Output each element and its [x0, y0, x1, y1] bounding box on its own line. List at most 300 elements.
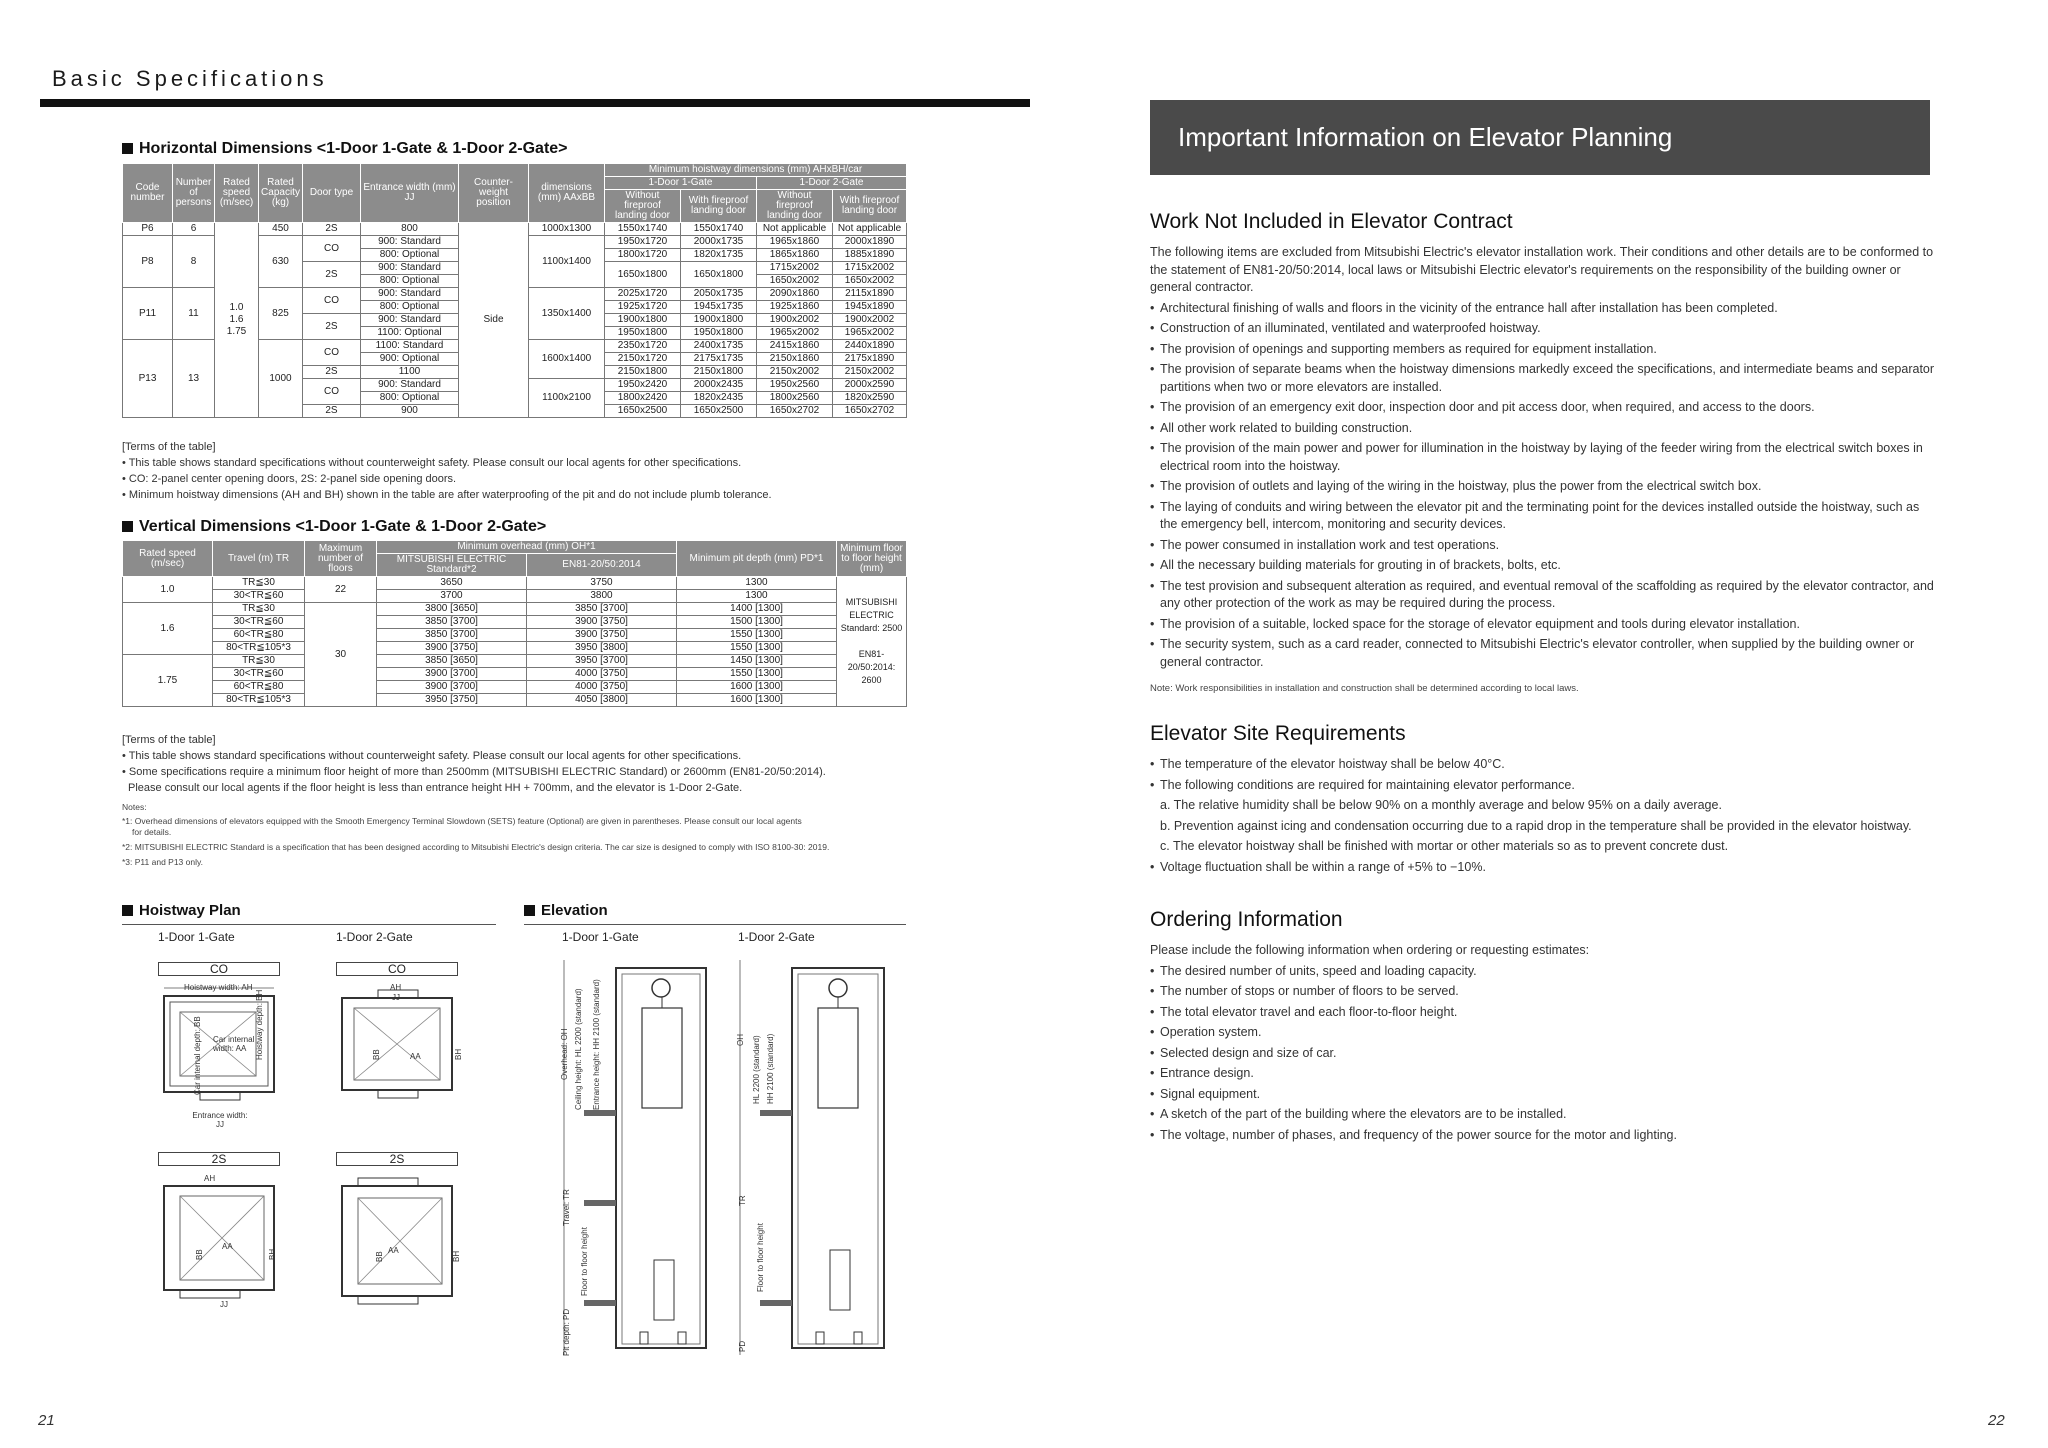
cell: 1945x1890 [833, 301, 907, 314]
header-rule [40, 99, 1030, 107]
th-entrance: Entrance width (mm) JJ [361, 164, 459, 223]
list-item: • All the necessary building materials for grouting in of brackets, bolts, etc. [1150, 557, 1940, 575]
cell: 900: Standard [361, 236, 459, 249]
cell: 2400x1735 [681, 340, 757, 353]
cell: 1350x1400 [529, 288, 605, 340]
cell: 630 [259, 236, 303, 288]
cell: 1925x1860 [757, 301, 833, 314]
plan-label-entrance: Entrance width: JJ [192, 1111, 248, 1129]
cell: TR≦30 [213, 577, 305, 590]
cell: 80<TR≦105*3 [213, 642, 305, 655]
square-bullet-icon [524, 905, 535, 916]
elev-label-f2f2: Floor to floor height [756, 1223, 765, 1292]
note-item: *3: P11 and P13 only. [122, 857, 203, 867]
table-row [123, 629, 907, 642]
list-item: • Voltage fluctuation shall be within a range of +5% to −10%. [1150, 859, 1940, 877]
elev-label-pd: PD [738, 1340, 747, 1352]
table-row [123, 655, 907, 668]
cell: 1400 [1300] [677, 603, 837, 616]
plan-label-ah: AH [390, 983, 402, 992]
th-with: With fireproof landing door [833, 190, 907, 223]
elevation-title [524, 902, 608, 919]
cell-f2f: MITSUBISHI ELECTRIC Standard: 2500 EN81-20/50:2014: 2600 [837, 577, 907, 707]
cell: 22 [305, 577, 377, 603]
cell: 1885x1890 [833, 249, 907, 262]
cell: 13 [173, 340, 215, 418]
horizontal-title-text: Horizontal Dimensions <1-Door 1-Gate & 1-Door 2-Gate> [139, 140, 568, 157]
list-item: • The provision of outlets and laying of the wiring in the hoistway, plus the power from the electrical switch box. [1150, 478, 1940, 496]
cell: 1950x1800 [681, 327, 757, 340]
th-speed: Rated speed (m/sec) [215, 164, 259, 223]
cell: 3900 [3750] [377, 642, 527, 655]
list-item: • The power consumed in installation work and test operations. [1150, 537, 1940, 555]
plan-label-hw: Hoistway width: AH [184, 983, 253, 992]
table-row [123, 603, 907, 616]
work-title: Work Not Included in Elevator Contract [1150, 210, 1513, 233]
plan-co-2gate-diagram [328, 980, 468, 1130]
note-item: for details. [132, 827, 172, 837]
cell: 1965x2002 [833, 327, 907, 340]
cell: 1650x2002 [833, 275, 907, 288]
cell: 1820x2435 [681, 392, 757, 405]
cell: 4000 [3750] [527, 668, 677, 681]
list-item: • Operation system. [1150, 1024, 1940, 1042]
cell: 1965x2002 [757, 327, 833, 340]
table-row [123, 223, 907, 236]
cell: 3950 [3750] [377, 694, 527, 707]
list-item: • Signal equipment. [1150, 1086, 1940, 1104]
notes-title: Notes: [122, 802, 147, 812]
page-number-left: 21 [38, 1412, 55, 1429]
table-row [123, 590, 907, 603]
cell: 1950x2420 [605, 379, 681, 392]
cell: 450 [259, 223, 303, 236]
list-item: • The test provision and subsequent alteration as required, and eventual removal of the scaffolding as required by the elevator contractor, and any other protection of the work as may be required during the process. [1150, 578, 1940, 613]
cell: 60<TR≦80 [213, 681, 305, 694]
cell: 800 [361, 223, 459, 236]
cell: 1865x1860 [757, 249, 833, 262]
note-item: *1: Overhead dimensions of elevators equipped with the Smooth Emergency Terminal Slowdown (SETS) feature (Optional) are given in parentheses. Please consult our local agents [122, 816, 802, 826]
cell: 3850 [3700] [377, 629, 527, 642]
cell: 1950x2560 [757, 379, 833, 392]
2s-tag: 2S [158, 1152, 280, 1166]
cell: 1100: Optional [361, 327, 459, 340]
elev-label-travel: Travel: TR [562, 1189, 571, 1226]
vertical-dimensions-title [122, 518, 546, 536]
horizontal-terms [122, 439, 922, 503]
square-bullet-icon [122, 905, 133, 916]
cell: 2050x1735 [681, 288, 757, 301]
table-row [123, 681, 907, 694]
th-en: EN81-20/50:2014 [527, 554, 677, 577]
cell: 3750 [527, 577, 677, 590]
site-sub-item: a. The relative humidity shall be below 90% on a monthly average and below 95% on a daily average. [1160, 798, 1722, 812]
list-item: • The desired number of units, speed and loading capacity. [1150, 963, 1940, 981]
cell: 1650x2500 [681, 405, 757, 418]
square-bullet-icon [122, 521, 133, 532]
cell: 3950 [3800] [527, 642, 677, 655]
cell: 3850 [3700] [377, 616, 527, 629]
vertical-notes [122, 802, 942, 868]
cell: 1550 [1300] [677, 629, 837, 642]
table-row [123, 668, 907, 681]
cell: 3650 [377, 577, 527, 590]
cell: TR≦30 [213, 603, 305, 616]
cell: 1650x1800 [605, 262, 681, 288]
terms-title: [Terms of the table] [122, 441, 216, 453]
th-travel: Travel (m) TR [213, 541, 305, 577]
plan-label-bb: BB [195, 1249, 204, 1260]
cell: 80<TR≦105*3 [213, 694, 305, 707]
elevation-col1-label: 1-Door 1-Gate [562, 930, 639, 944]
cell: 2000x2590 [833, 379, 907, 392]
cell: 6 [173, 223, 215, 236]
site-sub-item: b. Prevention against icing and condensation occurring due to a rapid drop in the temperature shall be provided in the elevator hoistway. [1160, 818, 1912, 833]
cell: 1100x2100 [529, 379, 605, 418]
cell: 900: Optional [361, 353, 459, 366]
plan-label-bh: BH [454, 1048, 463, 1060]
cell: 800: Optional [361, 301, 459, 314]
list-item: • The provision of openings and supporting members as required for equipment installation. [1150, 341, 1940, 359]
cell: P6 [123, 223, 173, 236]
list-item: • The following conditions are required for maintaining elevator performance. [1150, 777, 1940, 795]
cell: 1500 [1300] [677, 616, 837, 629]
cell: 1000x1300 [529, 223, 605, 236]
work-note: Note: Work responsibilities in installation and construction shall be determined according to local laws. [1150, 683, 1579, 694]
list-item: • The number of stops or number of floors to be served. [1150, 983, 1940, 1001]
cell: 1800x2420 [605, 392, 681, 405]
hoistway-plan-rule [122, 924, 496, 925]
cell: 2000x2435 [681, 379, 757, 392]
list-item: • The provision of separate beams when the hoistway dimensions markedly exceed the specifications, and intermediate beams and separator partitions when two or more elevators are installed. [1150, 361, 1940, 396]
plan-label-cd: Car internal depth: BB [193, 1016, 202, 1095]
cell: 2S [303, 366, 361, 379]
cell: CO [303, 340, 361, 366]
cell: 3700 [377, 590, 527, 603]
cell-cw: Side [459, 223, 529, 418]
banner-title: Important Information on Elevator Planning [1178, 122, 1673, 152]
table-row [123, 616, 907, 629]
cell: 800: Optional [361, 392, 459, 405]
plan-label-bb: BB [375, 1251, 384, 1262]
work-intro: The following items are excluded from Mitsubishi Electric's elevator installation work. Their conditions and other details are to be conformed to the statement of EN81-20/50:2014, local laws or Mitsubishi Electric elevator's requirements on the responsibility of the building owner or general contractor. [1150, 245, 1934, 294]
th-pit: Minimum pit depth (mm) PD*1 [677, 541, 837, 577]
list-item: • The security system, such as a card reader, connected to Mitsubishi Electric's elevator controller, when supplied by the building owner or general contractor. [1150, 636, 1940, 671]
cell: Not applicable [833, 223, 907, 236]
cell: 1650x2702 [833, 405, 907, 418]
cell: 1650x2500 [605, 405, 681, 418]
cell: 3850 [3700] [527, 603, 677, 616]
cell: 1600x1400 [529, 340, 605, 379]
cell: 2150x1800 [681, 366, 757, 379]
cell: 1600 [1300] [677, 694, 837, 707]
list-item: • Construction of an illuminated, ventilated and waterproofed hoistway. [1150, 320, 1940, 338]
th-gate2: 1-Door 2-Gate [757, 177, 907, 190]
th-without: Without fireproof landing door [605, 190, 681, 223]
list-item: • The provision of the main power and power for illumination in the hoistway by laying of the feeder wiring from the electrical switch boxes in electrical room into the hoistway. [1150, 440, 1940, 475]
cell: 30<TR≦60 [213, 668, 305, 681]
ordering-intro: Please include the following information when ordering or requesting estimates: [1150, 943, 1590, 957]
2s-tag: 2S [336, 1152, 458, 1166]
cell: 1950x1800 [605, 327, 681, 340]
co-tag: CO [158, 962, 280, 976]
cell: 1900x1800 [605, 314, 681, 327]
th-door: Door type [303, 164, 361, 223]
site-section [1150, 722, 1940, 879]
elevation-2gate-diagram [734, 960, 894, 1360]
cell: 3950 [3700] [527, 655, 677, 668]
cell: 30<TR≦60 [213, 590, 305, 603]
th-std: MITSUBISHI ELECTRIC Standard*2 [377, 554, 527, 577]
cell: 3850 [3650] [377, 655, 527, 668]
cell: Not applicable [757, 223, 833, 236]
cell: 900: Standard [361, 379, 459, 392]
cell: 1300 [677, 590, 837, 603]
cell: 3900 [3750] [527, 629, 677, 642]
cell: 2150x1800 [605, 366, 681, 379]
cell: 4050 [3800] [527, 694, 677, 707]
list-item: • Selected design and size of car. [1150, 1045, 1940, 1063]
cell: 2S [303, 223, 361, 236]
cell: 1450 [1300] [677, 655, 837, 668]
cell: 1650x1800 [681, 262, 757, 288]
table-row [123, 577, 907, 590]
site-sub-item: c. The elevator hoistway shall be finished with mortar or other materials so as to prevent concrete dust. [1160, 839, 1729, 853]
cell: 8 [173, 236, 215, 288]
list-item: • The provision of a suitable, locked space for the storage of elevator equipment and tools during elevator installation. [1150, 616, 1940, 634]
list-item: • The temperature of the elevator hoistway shall be below 40°C. [1150, 756, 1940, 774]
plan-label-bh: BH [268, 1248, 277, 1260]
hoistway-plan-title-text: Hoistway Plan [139, 902, 241, 919]
cell: 800: Optional [361, 249, 459, 262]
cell: 900: Standard [361, 314, 459, 327]
list-item: • A sketch of the part of the building where the elevators are to be installed. [1150, 1106, 1940, 1124]
th-min-hoistway: Minimum hoistway dimensions (mm) AHxBH/car [605, 164, 907, 177]
cell: P8 [123, 236, 173, 288]
horizontal-dimensions-title [122, 140, 568, 158]
cell: 2115x1890 [833, 288, 907, 301]
terms-title: [Terms of the table] [122, 734, 216, 746]
cell: 825 [259, 288, 303, 340]
note-item: *2: MITSUBISHI ELECTRIC Standard is a specification that has been designed according to Mitsubishi Electric's design criteria. The car size is designed to comply with ISO 8100-30: 2019. [122, 842, 830, 852]
terms-item: • Minimum hoistway dimensions (AH and BH) shown in the table are after waterproofing of the pit and do not include plumb tolerance. [122, 489, 772, 501]
cell: 1550 [1300] [677, 642, 837, 655]
terms-item: • Some specifications require a minimum floor height of more than 2500mm (MITSUBISHI ELECTRIC Standard) or 2600mm (EN81-20/50:2014). [122, 766, 826, 778]
cell: 1100: Standard [361, 340, 459, 353]
plan-co-1gate-diagram [150, 980, 290, 1130]
elev-label-pit: Pit depth: PD [562, 1308, 571, 1356]
ordering-title: Ordering Information [1150, 908, 1343, 931]
cell: 1650x2702 [757, 405, 833, 418]
plan-label-bh: BH [452, 1250, 461, 1262]
plan-label-bb: BB [372, 1049, 381, 1060]
plan-label-hd: Hoistway depth: BH [255, 989, 264, 1060]
cell: 1820x1735 [681, 249, 757, 262]
cell: 1800x2560 [757, 392, 833, 405]
th-f2f: Minimum floor to floor height (mm) [837, 541, 907, 577]
list-item: • The voltage, number of phases, and frequency of the power source for the motor and lighting. [1150, 1127, 1940, 1145]
cell: 800: Optional [361, 275, 459, 288]
square-bullet-icon [122, 143, 133, 154]
terms-item: • CO: 2-panel center opening doors, 2S: 2-panel side opening doors. [122, 473, 457, 485]
plan-label-aa: AA [388, 1246, 399, 1255]
th-floors: Maximum number of floors [305, 541, 377, 577]
th-code: Code number [123, 164, 173, 223]
hoistway-col2-label: 1-Door 2-Gate [336, 930, 413, 944]
cell: 3900 [3700] [377, 681, 527, 694]
cell: 1100 [361, 366, 459, 379]
cell: 2S [303, 314, 361, 340]
cell: 2000x1735 [681, 236, 757, 249]
th-with: With fireproof landing door [681, 190, 757, 223]
elevation-col2-label: 1-Door 2-Gate [738, 930, 815, 944]
cell: 1.0 [123, 577, 213, 603]
cell: 3800 [3650] [377, 603, 527, 616]
cell: 60<TR≦80 [213, 629, 305, 642]
terms-item: Please consult our local agents if the floor height is less than entrance height HH + 700mm, and the elevator is 1-Door 2-Gate. [128, 782, 743, 794]
th-persons: Number of persons [173, 164, 215, 223]
elev-label-entrance: Entrance height: HH 2100 (standard) [592, 979, 601, 1110]
cell: P13 [123, 340, 173, 418]
cell: 900: Standard [361, 262, 459, 275]
cell: 4000 [3750] [527, 681, 677, 694]
info-banner [1150, 100, 1930, 175]
ordering-section [1150, 908, 1940, 1147]
cell: 1950x1720 [605, 236, 681, 249]
plan-label-ah: AH [204, 1174, 216, 1183]
cell: 1925x1720 [605, 301, 681, 314]
cell: 1550 [1300] [677, 668, 837, 681]
th-speed: Rated speed (m/sec) [123, 541, 213, 577]
list-item: • All other work related to building construction. [1150, 420, 1940, 438]
hoistway-col1-label: 1-Door 1-Gate [158, 930, 235, 944]
terms-item: • This table shows standard specifications without counterweight safety. Please consult our local agents for other specifications. [122, 457, 742, 469]
cell: 3800 [527, 590, 677, 603]
cell: 30<TR≦60 [213, 616, 305, 629]
cell: 1550x1740 [605, 223, 681, 236]
cell: 2150x1720 [605, 353, 681, 366]
cell: 1945x1735 [681, 301, 757, 314]
cell: 2175x1890 [833, 353, 907, 366]
cell: 2415x1860 [757, 340, 833, 353]
cell: 2150x1860 [757, 353, 833, 366]
th-gate1: 1-Door 1-Gate [605, 177, 757, 190]
cell: 11 [173, 288, 215, 340]
plan-2s-2gate-diagram [328, 1170, 468, 1320]
cell: 1800x1720 [605, 249, 681, 262]
cell: 2S [303, 405, 361, 418]
cell: 3900 [3750] [527, 616, 677, 629]
cell: 1550x1740 [681, 223, 757, 236]
list-item: • Architectural finishing of walls and floors in the vicinity of the entrance hall after installation has been completed. [1150, 300, 1940, 318]
th-without: Without fireproof landing door [757, 190, 833, 223]
elev-label-oh: Overhead: OH [560, 1028, 569, 1080]
cell: 1900x2002 [757, 314, 833, 327]
cell: 1900x1800 [681, 314, 757, 327]
cell: 1300 [677, 577, 837, 590]
cell: 2090x1860 [757, 288, 833, 301]
work-list [1150, 300, 1940, 672]
page-number-right: 22 [1988, 1412, 2005, 1429]
cell-speed: 1.0 1.6 1.75 [215, 223, 259, 418]
vertical-terms [122, 732, 942, 796]
plan-label-aa: AA [222, 1242, 233, 1251]
plan-2s-1gate-diagram [150, 1170, 290, 1320]
cell: 30 [305, 603, 377, 707]
cell: 2S [303, 262, 361, 288]
cell: 1.6 [123, 603, 213, 655]
cell: 1650x2002 [757, 275, 833, 288]
plan-label-jj: JJ [220, 1300, 228, 1309]
cell: 1.75 [123, 655, 213, 707]
cell: 3900 [3700] [377, 668, 527, 681]
cell: 1715x2002 [833, 262, 907, 275]
ordering-list [1150, 963, 1940, 1145]
page-header: Basic Specifications [52, 66, 328, 91]
vertical-title-text: Vertical Dimensions <1-Door 1-Gate & 1-Door 2-Gate> [139, 518, 547, 535]
list-item: • Entrance design. [1150, 1065, 1940, 1083]
site-list-2 [1150, 859, 1940, 877]
list-item: • The provision of an emergency exit door, inspection door and pit access door, when required, and access to the doors. [1150, 399, 1940, 417]
hoistway-plan-title [122, 902, 241, 919]
elevation-title-text: Elevation [541, 902, 608, 919]
cell: 1100x1400 [529, 236, 605, 288]
elev-label-f2f: Floor to floor height [580, 1227, 589, 1296]
th-capacity: Rated Capacity (kg) [259, 164, 303, 223]
cell: 2150x2002 [833, 366, 907, 379]
th-dims: dimensions (mm) AAxBB [529, 164, 605, 223]
cell: 1600 [1300] [677, 681, 837, 694]
cell: 1820x2590 [833, 392, 907, 405]
site-title: Elevator Site Requirements [1150, 722, 1406, 745]
th-overhead: Minimum overhead (mm) OH*1 [377, 541, 677, 554]
elev-label-oh2: OH [736, 1034, 745, 1046]
elevation-rule [524, 924, 906, 925]
plan-label-aa: AA [410, 1052, 421, 1061]
elev-label-tr: TR [738, 1195, 747, 1206]
elev-label-hl: HL 2200 (standard) [752, 1035, 761, 1104]
list-item: • The total elevator travel and each floor-to-floor height. [1150, 1004, 1940, 1022]
cell: 2440x1890 [833, 340, 907, 353]
plan-label-car-width: Car internal width: AA [213, 1035, 255, 1053]
cell: 2350x1720 [605, 340, 681, 353]
cell: 900: Standard [361, 288, 459, 301]
cell: 2175x1735 [681, 353, 757, 366]
cell: 2025x1720 [605, 288, 681, 301]
cell: CO [303, 236, 361, 262]
cell: 900 [361, 405, 459, 418]
cell: 2150x2002 [757, 366, 833, 379]
vertical-dimensions-table [122, 540, 907, 707]
cell: 1000 [259, 340, 303, 418]
cell: P11 [123, 288, 173, 340]
cell: 1900x2002 [833, 314, 907, 327]
elev-label-ceiling: Ceiling height: HL 2200 (standard) [574, 988, 583, 1110]
work-section [1150, 210, 1940, 694]
cell: 2000x1890 [833, 236, 907, 249]
horizontal-dimensions-table [122, 163, 907, 418]
cell: TR≦30 [213, 655, 305, 668]
elev-label-hh: HH 2100 (standard) [766, 1033, 775, 1104]
list-item: • The laying of conduits and wiring between the elevator pit and the terminating point for the devices installed outside the hoistway, such as the emergency bell, intercom, monitoring and security devices. [1150, 499, 1940, 534]
th-cw: Counter-weight position [459, 164, 529, 223]
terms-item: • This table shows standard specifications without counterweight safety. Please consult our local agents for other specifications. [122, 750, 742, 762]
table-row [123, 642, 907, 655]
site-list [1150, 756, 1940, 794]
cell: CO [303, 288, 361, 314]
co-tag: CO [336, 962, 458, 976]
table-row [123, 694, 907, 707]
